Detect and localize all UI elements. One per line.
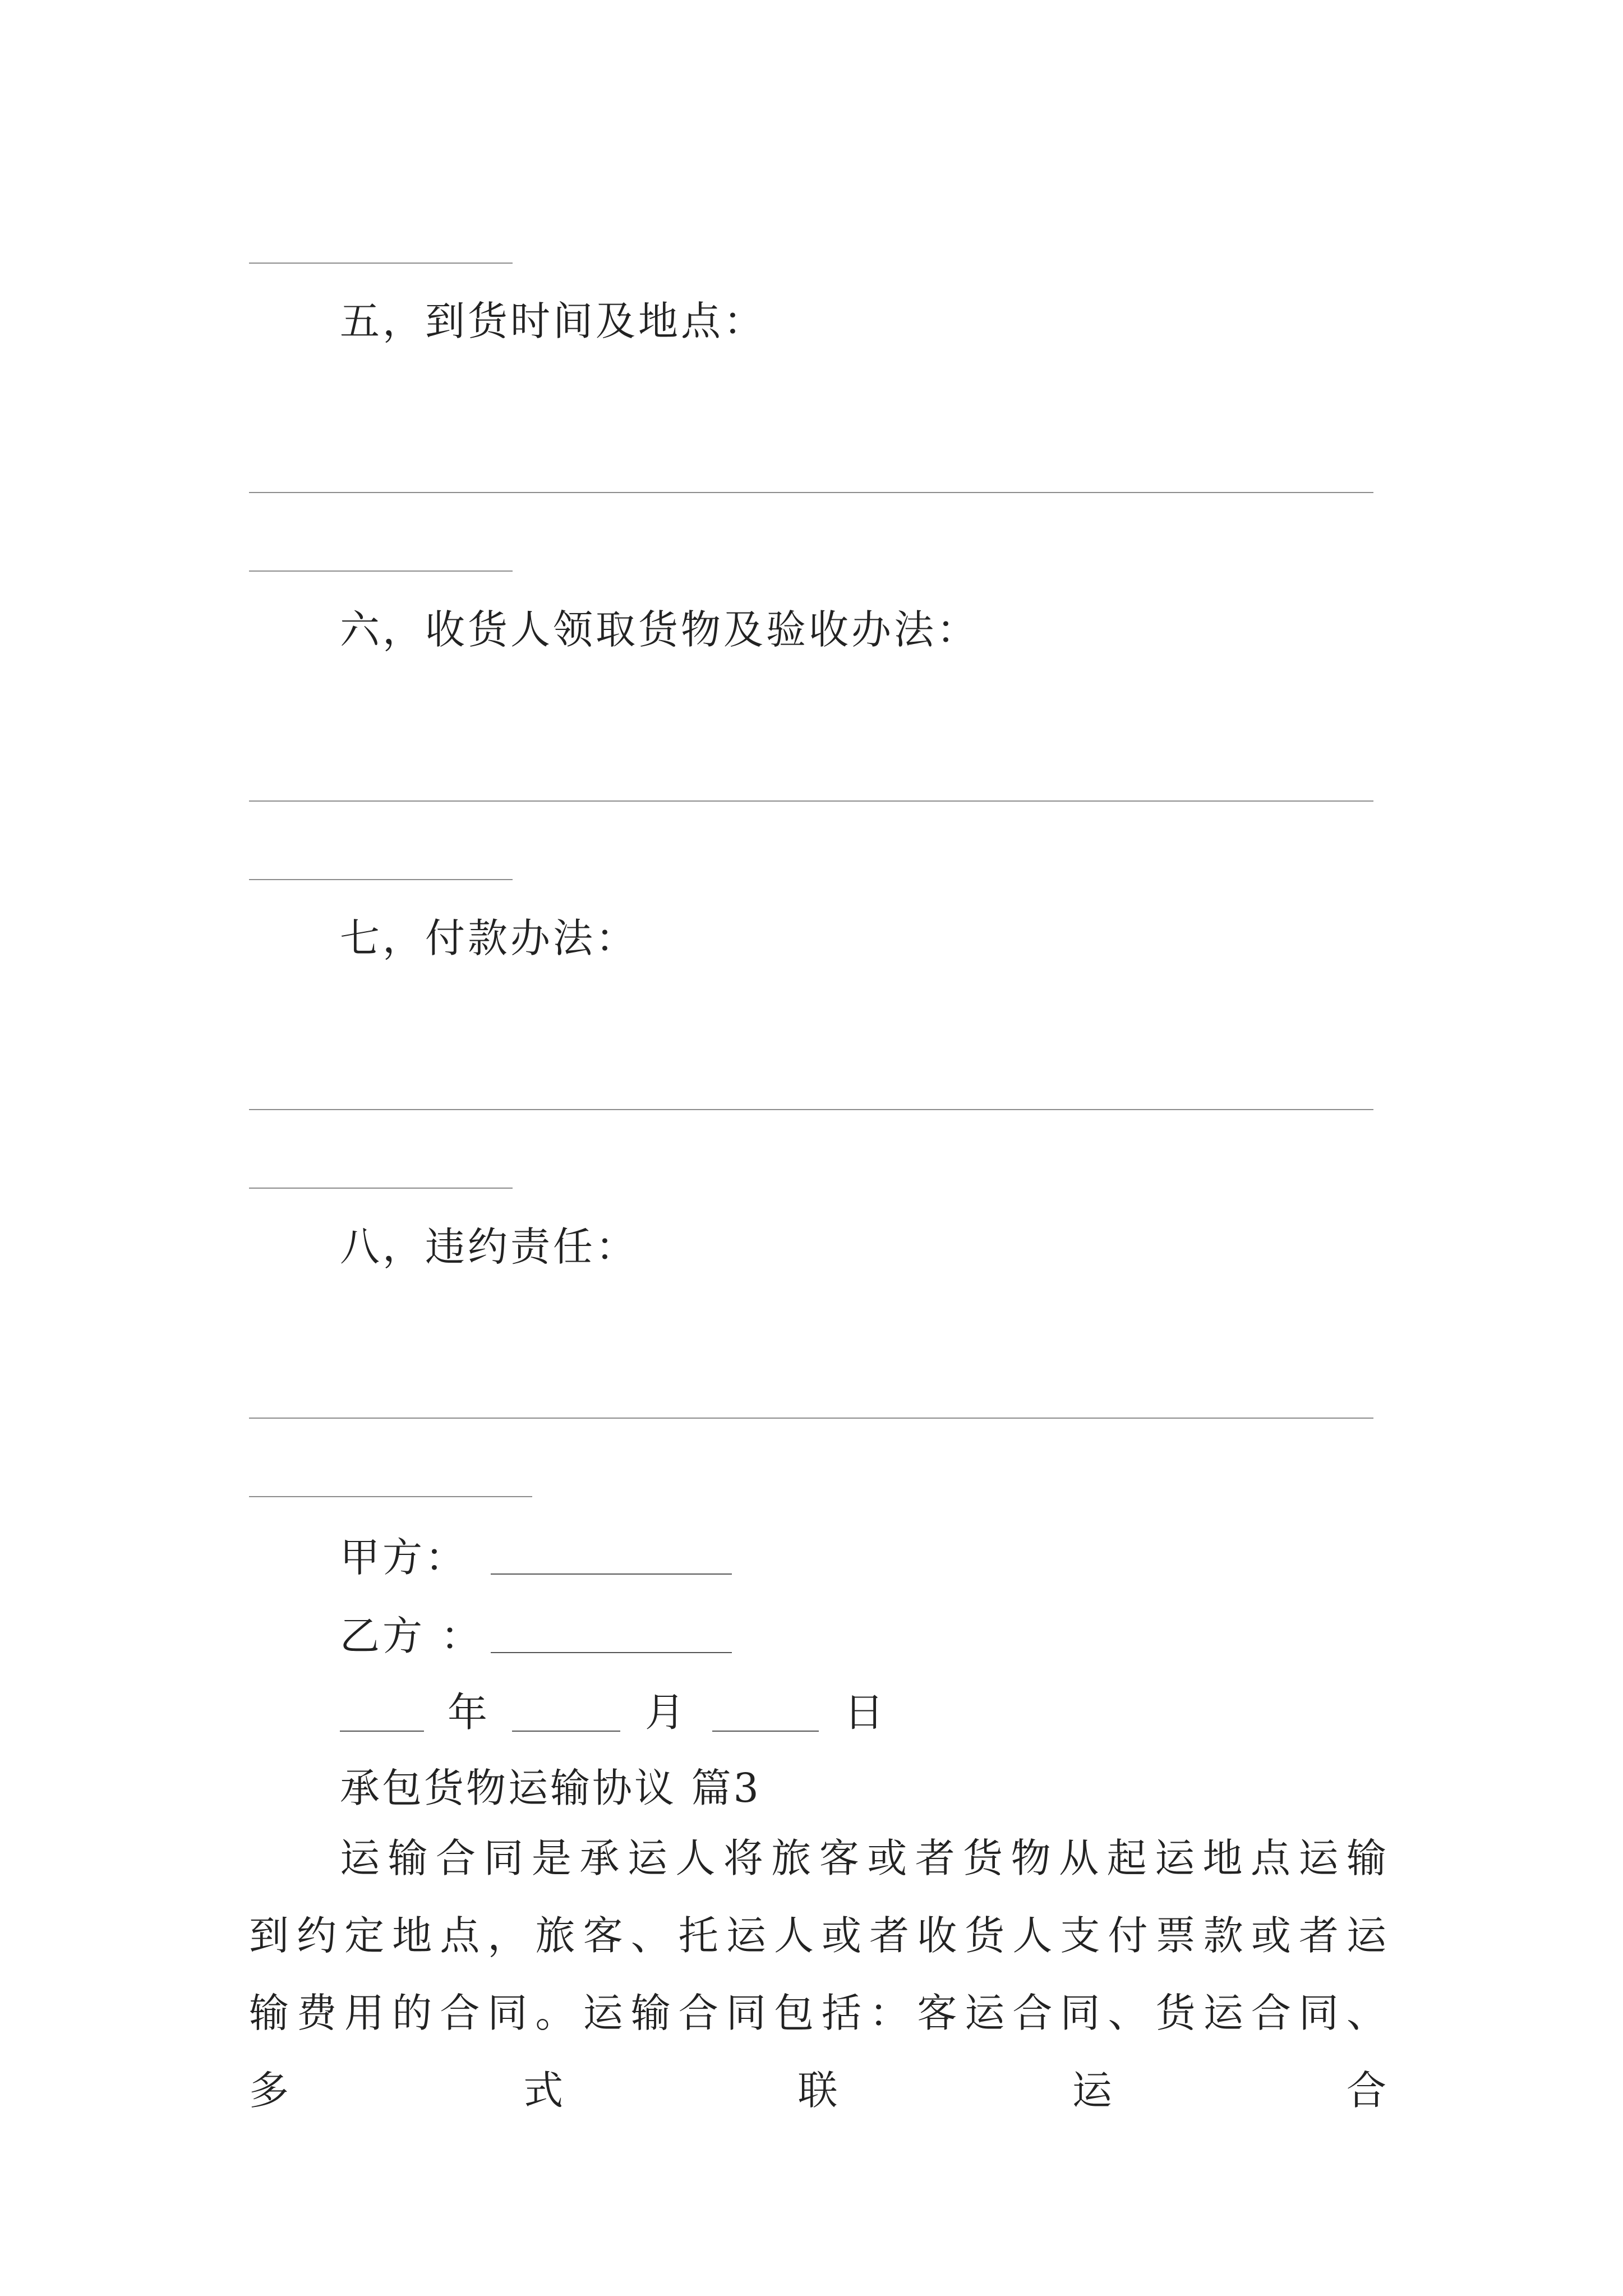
party-a-blank: [491, 1573, 732, 1575]
day-blank: [712, 1731, 819, 1732]
section-heading-6: 六，收货人领取货物及验收办法：: [340, 606, 980, 653]
party-a-label: 甲方：: [340, 1534, 468, 1581]
fill-line: [249, 570, 513, 572]
year-blank: [340, 1731, 424, 1732]
section-heading-8: 八，违约责任：: [340, 1223, 639, 1270]
blank-line: [249, 263, 513, 264]
month-blank: [512, 1731, 620, 1732]
section-heading-7: 七，付款办法：: [340, 915, 639, 961]
year-label: 年: [448, 1689, 488, 1736]
party-b-label: 乙方 ：: [340, 1613, 483, 1659]
fill-line: [249, 492, 1373, 493]
fill-line: [249, 1109, 1373, 1110]
section-heading-5: 五，到货时间及地点：: [340, 298, 767, 344]
fill-line: [249, 1418, 1373, 1419]
fill-line: [249, 1496, 532, 1497]
party-b-blank: [491, 1652, 732, 1653]
fill-line: [249, 1188, 513, 1189]
article-title: 承包货物运输协议 篇3: [340, 1765, 761, 1811]
fill-line: [249, 879, 513, 880]
body-paragraph: 运输合同是承运人将旅客或者货物从起运地点运输到约定地点，旅客、托运人或者收货人支付票款或者运输费用的合同。运输合同包括：客运合同、货运合同、多式联运合: [249, 1835, 1393, 2114]
month-label: 月: [645, 1689, 685, 1736]
fill-line: [249, 800, 1373, 802]
day-label: 日: [844, 1689, 884, 1736]
